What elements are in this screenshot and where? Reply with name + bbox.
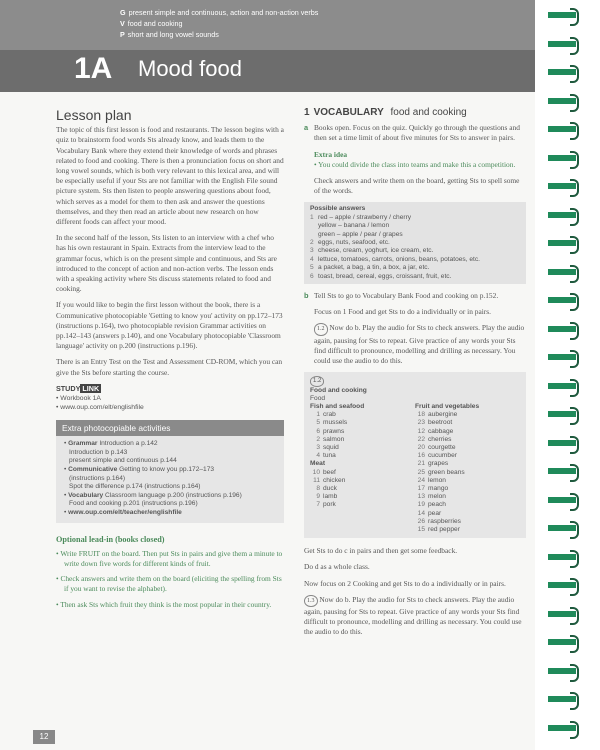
study-link-item: • Workbook 1A bbox=[56, 395, 101, 403]
audio-icon[interactable]: 1.3 bbox=[304, 595, 318, 607]
step-d: Do d as a whole class. bbox=[304, 562, 370, 572]
spiral-coil bbox=[548, 265, 578, 279]
extra-activities-box bbox=[56, 420, 284, 523]
answer-row: 5 a packet, a bag, a tin, a box, a jar, etc. bbox=[310, 264, 430, 272]
spiral-coil bbox=[548, 635, 578, 649]
list-item: 1 crab bbox=[316, 411, 336, 419]
focus-cooking: Now focus on 2 Cooking and get Sts to do a individually or in pairs. bbox=[304, 578, 506, 588]
right-column bbox=[304, 108, 526, 644]
audio-1-3-step: 1.3 Now do b. Play the audio for Sts to check answers. Play the audio again, pausing for Sts to repeat. Give practice of any words your Sts find difficult to pronounce, modelling and drilling as necessary. You could use the audio to do this. bbox=[304, 594, 522, 637]
study-link-item: • www.oup.com/elt/englishfile bbox=[56, 404, 144, 412]
extra-item: • Vocabulary Classroom language p.200 (instructions p.196) bbox=[64, 491, 242, 499]
list-item: 13 melon bbox=[417, 493, 446, 501]
spiral-coil bbox=[548, 464, 578, 478]
audio-script-box: 1.2 Food and cooking Food Fish and seafood 1 crab 5 mussels 6 prawns 2 salmon 3 squid 4 tuna Meat 10 beef 11 chicken 8 duck 9 lamb 7 pork Fruit and vegetables 18 aubergine 23 beetroot 12 cabbage 22 cherries 20 courgette 16 cucumber 21 grapes 25 green beans 24 lemon 17 mango 13 melon 19 peach 14 pear 26 raspberries 15 red pepper bbox=[304, 372, 526, 538]
lead-in-item: • Write FRUIT on the board. Then put Sts in pairs and give them a minute to write down five words for different kinds of fruit. bbox=[56, 548, 283, 569]
spiral-coil bbox=[548, 578, 578, 592]
left-column bbox=[56, 108, 284, 615]
spiral-coil bbox=[548, 151, 578, 165]
list-item: 14 pear bbox=[417, 509, 442, 517]
list-item: 23 beetroot bbox=[417, 419, 453, 427]
list-item: 9 lamb bbox=[316, 493, 338, 501]
possible-answers-box: Possible answers 1 red – apple / strawberry / cherry yellow – banana / lemon green – apple / pear / grapes 2 eggs, nuts, seafood, etc. 3 cheese, cream, yoghurt, ice cream, etc. 4 lettuce, tomatoes, carrots, onions, beans, potatoes, etc. 5 a packet, a bag, a tin, a box, a jar, etc. 6 toast, bread, cereal, eggs, croissant, fruit, etc. bbox=[304, 202, 526, 284]
spiral-coil bbox=[548, 122, 578, 136]
list-item: 8 duck bbox=[316, 484, 337, 492]
spiral-coil bbox=[548, 208, 578, 222]
spiral-coil bbox=[548, 664, 578, 678]
lesson-paragraph: If you would like to begin the first lesson without the book, there is a Communicative photocopiable 'Getting to know you' activity on pp.172–173 (instructions p.164), two photocopiable revision Grammar activities on pp.142–143 (answers p.140), and one Vocabulary photocopiable 'Classroom language' activity on p.200 (instructions p.196). bbox=[56, 300, 283, 351]
audio-icon[interactable]: 1.2 bbox=[310, 376, 324, 386]
vocabulary-heading: 1 VOCABULARY food and cooking bbox=[304, 107, 467, 118]
spiral-coil bbox=[548, 550, 578, 564]
extra-item: Introduction b p.143 bbox=[69, 448, 128, 456]
step-b: b Tell Sts to go to Vocabulary Bank Food and cooking on p.152. Focus on 1 Food and get Sts to do a individually or in pairs. 1.2 Now do b. Play the audio for Sts to check answers. Play the audio again, pausing for Sts to repeat. Give practice of any words your Sts find difficult to pronounce, modelling and drilling as necessary. You could use the audio to do this. bbox=[304, 291, 525, 366]
list-item: 16 cucumber bbox=[417, 452, 457, 460]
list-item: 10 beef bbox=[312, 468, 336, 476]
spiral-coil bbox=[548, 436, 578, 450]
spiral-coil bbox=[548, 692, 578, 706]
spiral-coil bbox=[548, 379, 578, 393]
extra-item: • Grammar Introduction a p.142 bbox=[64, 440, 158, 448]
spiral-coil bbox=[548, 350, 578, 364]
spiral-coil bbox=[548, 236, 578, 250]
spiral-coil bbox=[548, 521, 578, 535]
answer-row: green – apple / pear / grapes bbox=[318, 230, 403, 238]
audio-col-left: Fish and seafood 1 crab 5 mussels 6 prawns 2 salmon 3 squid 4 tuna Meat 10 beef 11 chicken 8 duck 9 lamb 7 pork bbox=[310, 403, 415, 534]
extra-item: Spot the difference p.174 (instructions p.164) bbox=[69, 483, 201, 491]
vocabulary-line: V food and cooking bbox=[120, 19, 183, 28]
grammar-line: G present simple and continuous, action and non-action verbs bbox=[120, 8, 319, 17]
answer-row: 2 eggs, nuts, seafood, etc. bbox=[310, 239, 390, 247]
spiral-coil bbox=[548, 607, 578, 621]
list-item: 11 chicken bbox=[313, 476, 346, 484]
spiral-coil bbox=[548, 65, 578, 79]
answer-row: 1 red – apple / strawberry / cherry bbox=[310, 213, 412, 221]
grammar-summary bbox=[120, 7, 318, 40]
list-item: 12 cabbage bbox=[417, 427, 454, 435]
list-item: 7 pork bbox=[316, 501, 336, 509]
list-item: 18 aubergine bbox=[417, 411, 458, 419]
optional-lead-in-title: Optional lead-in (books closed) bbox=[56, 534, 165, 544]
lesson-paragraph: There is an Entry Test on the Test and Assessment CD-ROM, which you can give the Sts before starting the course. bbox=[56, 357, 283, 377]
list-item: 15 red pepper bbox=[417, 525, 460, 533]
extra-item: Food and cooking p.201 (instructions p.196) bbox=[69, 500, 198, 508]
list-item: 4 tuna bbox=[316, 452, 336, 460]
extra-item: present simple and continuous p.144 bbox=[69, 457, 177, 465]
extra-item: (instructions p.164) bbox=[69, 474, 126, 482]
audio-col-right: Fruit and vegetables 18 aubergine 23 beetroot 12 cabbage 22 cherries 20 courgette 16 cucumber 21 grapes 25 green beans 24 lemon 17 mango 13 melon 19 peach 14 pear 26 raspberries 15 red pepper bbox=[415, 403, 520, 534]
answer-row: 6 toast, bread, cereal, eggs, croissant, fruit, etc. bbox=[310, 272, 452, 280]
list-item: 5 mussels bbox=[316, 419, 348, 427]
list-item: 2 salmon bbox=[316, 435, 345, 443]
list-item: 17 mango bbox=[417, 484, 449, 492]
page-number: 12 bbox=[33, 730, 55, 744]
spiral-coil bbox=[548, 37, 578, 51]
spiral-coil bbox=[548, 322, 578, 336]
extra-item[interactable]: • www.oup.com/elt/teacher/englishfile bbox=[64, 509, 182, 517]
step-a: a Books open. Focus on the quiz. Quickly go through the questions and then set a time limit of about five minutes for Sts to answer in pairs. bbox=[304, 123, 520, 143]
spiral-coil bbox=[548, 94, 578, 108]
unit-title: Mood food bbox=[138, 56, 242, 81]
list-item: 6 prawns bbox=[316, 427, 345, 435]
spiral-coil bbox=[548, 721, 578, 735]
lesson-plan-title: Lesson plan bbox=[56, 107, 132, 123]
spiral-coil bbox=[548, 8, 578, 22]
list-item: 20 courgette bbox=[417, 443, 456, 451]
lead-in-item: • Check answers and write them on the board (eliciting the spelling from Sts if you want to revise the alphabet). bbox=[56, 574, 282, 594]
lead-in-item: • Then ask Sts which fruit they think is the most popular in their country. bbox=[56, 599, 272, 609]
spiral-coil bbox=[548, 179, 578, 193]
extra-item: • Communicative Getting to know you pp.172–173 bbox=[64, 466, 215, 474]
pronunciation-line: P short and long vowel sounds bbox=[120, 30, 219, 39]
lesson-paragraph: In the second half of the lesson, Sts listen to an interview with a chef who has his own restaurant in Spain. Extracts from the interview lead to the grammar focus, which is on the present simple and continuous, and Sts are introduced to the concept of action and non-action verbs. The lesson ends with a speaking activity where Sts discuss statements related to food and cooking. bbox=[56, 233, 277, 294]
list-item: 3 squid bbox=[316, 443, 339, 451]
lesson-paragraph: The topic of this first lesson is food and restaurants. The lesson begins with a quiz to brainstorm food words Sts already know, and leads them to the Vocabulary Bank where they extend their knowledge of words and phrases related to food and cooking. There is then a pronunciation focus on short and long vowel sounds, which is both very relevant to this lexical area, and will be especially useful if your Sts are not familiar with the English File sound picture system. Sts then listen to people answering questions about food, which serves as a model for them to then ask and answer the questions themselves, and they then read an article about new research on how different foods can affect your mood. bbox=[56, 125, 284, 227]
list-item: 21 grapes bbox=[417, 460, 449, 468]
answer-row: 4 lettuce, tomatoes, carrots, onions, beans, potatoes, etc. bbox=[310, 255, 481, 263]
list-item: 25 green beans bbox=[417, 468, 465, 476]
spiral-coil bbox=[548, 407, 578, 421]
extra-idea: Extra idea • You could divide the class into teams and make this a competition. Check answers and write them on the board, getting Sts to spell some of the words. bbox=[314, 149, 520, 196]
answer-row: yellow – banana / lemon bbox=[318, 222, 390, 230]
spiral-coil bbox=[548, 293, 578, 307]
list-item: 24 lemon bbox=[417, 476, 446, 484]
answer-row: 3 cheese, cream, yoghurt, ice cream, etc. bbox=[310, 247, 434, 255]
extra-activities-title: Extra photocopiable activities bbox=[56, 420, 284, 436]
list-item: 26 raspberries bbox=[417, 517, 461, 525]
step-c: Get Sts to do c in pairs and then get some feedback. bbox=[304, 546, 458, 556]
unit-number: 1A bbox=[74, 52, 113, 85]
list-item: 22 cherries bbox=[417, 435, 452, 443]
study-link: STUDY LINK • Workbook 1A • www.oup.com/elt/englishfile bbox=[56, 384, 284, 412]
spiral-coil bbox=[548, 493, 578, 507]
list-item: 19 peach bbox=[417, 501, 446, 509]
audio-icon[interactable]: 1.2 bbox=[314, 323, 328, 335]
